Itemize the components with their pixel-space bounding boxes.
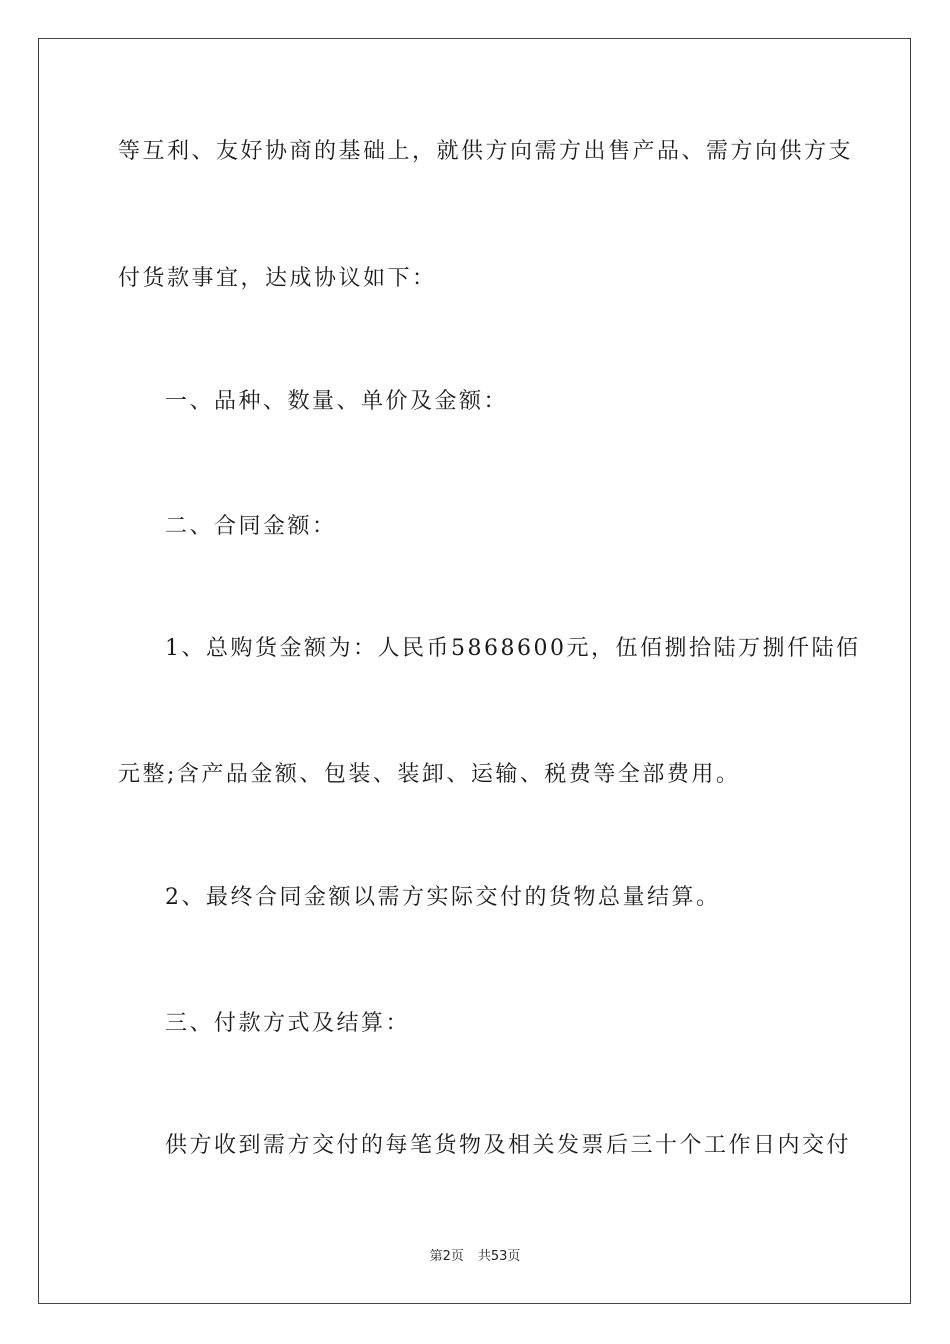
- body-text-line: 等互利、友好协商的基础上，就供方向需方出售产品、需方向供方支: [118, 139, 854, 164]
- section-heading: 二、合同金额：: [165, 514, 337, 539]
- page-frame: [38, 38, 911, 1304]
- page-number: 第2页: [429, 1249, 464, 1264]
- total-pages: 共53页: [477, 1249, 521, 1264]
- body-text-line: 付货款事宜，达成协议如下：: [118, 266, 437, 291]
- clause-text-line: 元整;含产品金额、包装、装卸、运输、税费等全部费用。: [118, 762, 741, 787]
- section-heading: 一、品种、数量、单价及金额：: [165, 389, 509, 414]
- page-footer: [0, 1248, 950, 1266]
- section-heading: 三、付款方式及结算：: [165, 1011, 411, 1036]
- clause-text-line: 1、总购货金额为：人民币5868600元，伍佰捌拾陆万捌仟陆佰: [165, 636, 861, 661]
- clause-text-line: 2、最终合同金额以需方实际交付的货物总量结算。: [165, 885, 721, 910]
- body-text-line: 供方收到需方交付的每笔货物及相关发票后三十个工作日内交付: [165, 1133, 852, 1158]
